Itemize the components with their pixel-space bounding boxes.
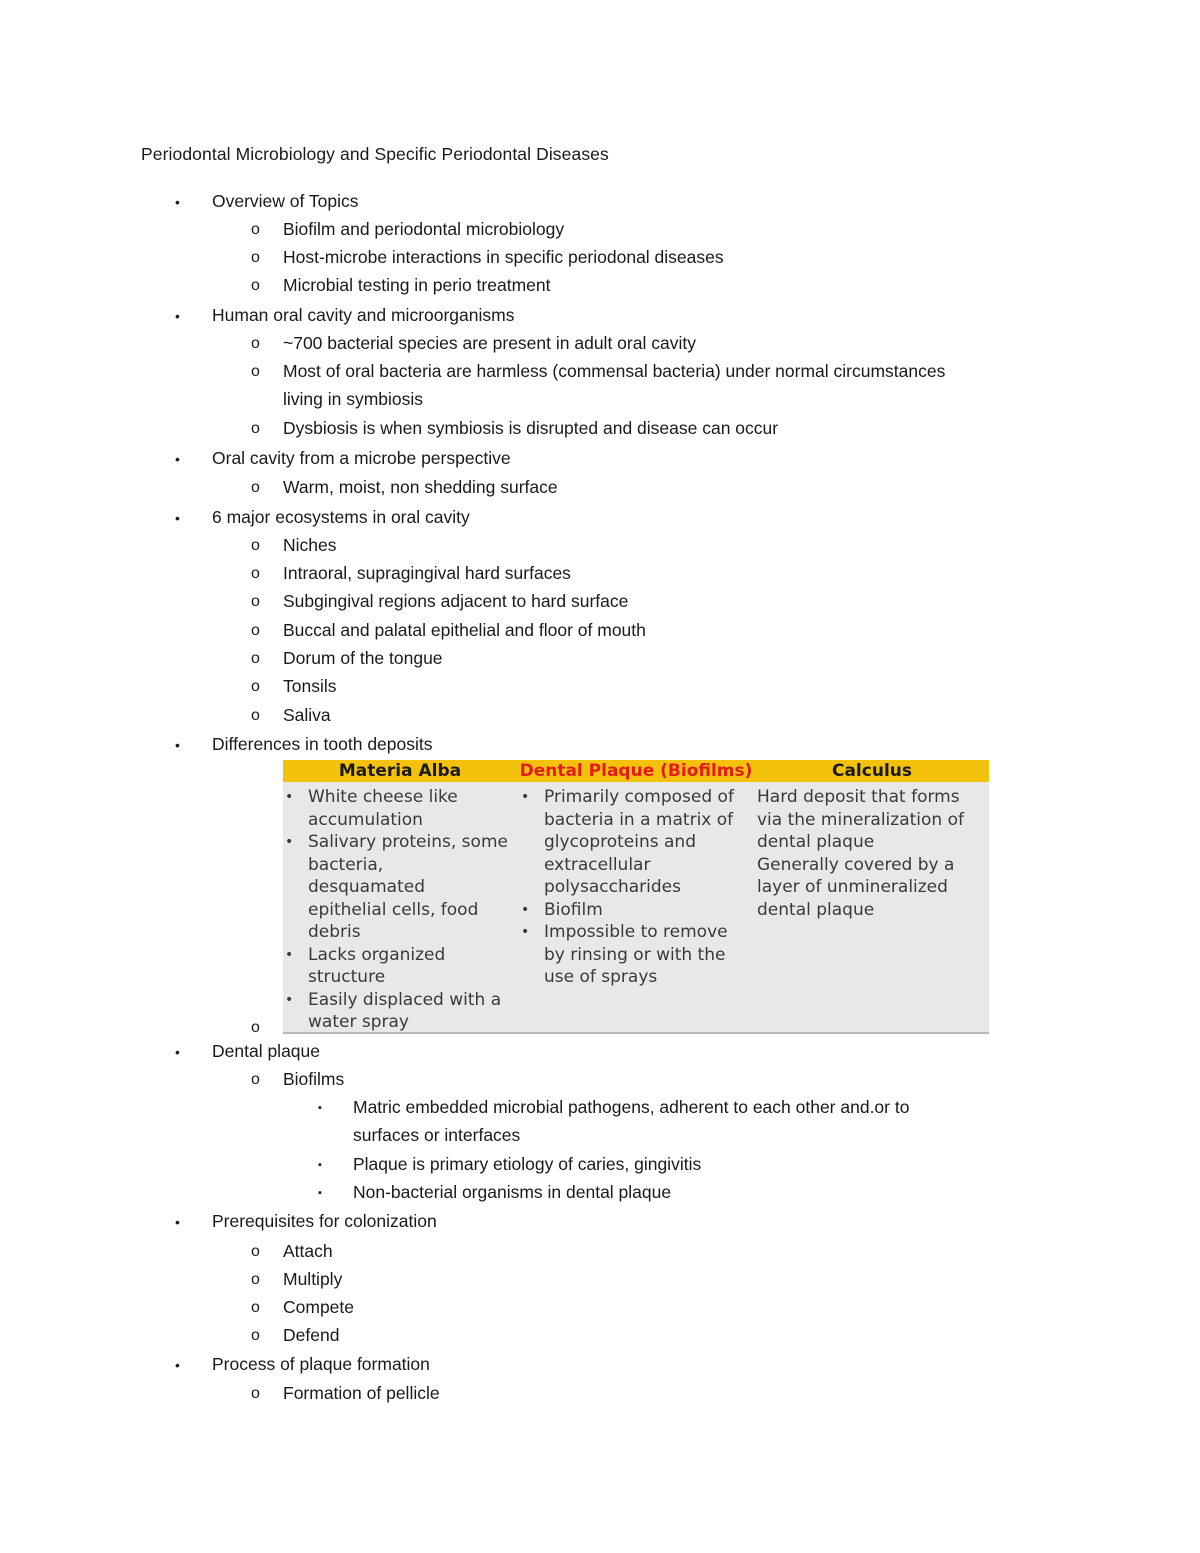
- sub-bullet-marker: o: [251, 221, 260, 238]
- bullet-marker: •: [175, 1214, 180, 1230]
- list-item: Non-bacterial organisms in dental plaque: [353, 1182, 672, 1202]
- bullet-marker: •: [285, 834, 294, 850]
- table-line: dental plaque: [757, 832, 875, 852]
- list-item: Plaque is primary etiology of caries, gingivitis: [353, 1154, 702, 1174]
- sub-bullet-marker: o: [251, 1271, 260, 1288]
- section-heading: Human oral cavity and microorganisms: [212, 305, 515, 325]
- bullet-marker: •: [285, 946, 294, 963]
- section-heading: 6 major ecosystems in oral cavity: [212, 507, 470, 527]
- list-item: Biofilm and periodontal microbiology: [283, 219, 565, 239]
- bullet-marker: •: [285, 789, 294, 805]
- list-item: Multiply: [283, 1269, 343, 1289]
- section-heading: Dental plaque: [212, 1041, 320, 1061]
- bullet-marker: •: [175, 510, 180, 526]
- table-line: via the mineralization of: [757, 809, 964, 830]
- sub-bullet-marker: o: [251, 593, 260, 610]
- sub-bullet-marker: o: [251, 622, 260, 639]
- tooth-deposits-table: [283, 760, 989, 1034]
- table-line: layer of unmineralized: [757, 877, 948, 897]
- square-bullet-marker: ▪: [318, 1159, 322, 1171]
- bullet-marker: •: [175, 737, 180, 753]
- section-heading: Overview of Topics: [212, 191, 359, 211]
- section-heading: Process of plaque formation: [212, 1354, 430, 1374]
- list-item: Buccal and palatal epithelial and floor of mouth: [283, 620, 646, 640]
- table-line: Generally covered by a: [757, 854, 955, 875]
- list-item: Warm, moist, non shedding surface: [283, 477, 558, 497]
- sub-bullet-marker: o: [251, 479, 260, 496]
- table-line: use of sprays: [544, 967, 658, 987]
- table-bullet-item: • Lacks organized: [285, 944, 446, 965]
- table-bullet-item: • Impossible to remove: [521, 922, 728, 942]
- section-heading: Oral cavity from a microbe perspective: [212, 448, 511, 468]
- materia-alba-column: [283, 786, 517, 1034]
- table-bullet-item: • Salivary proteins, some: [285, 832, 508, 852]
- header-dental-plaque: Dental Plaque (Biofilms): [519, 761, 753, 781]
- sub-bullet-marker: o: [251, 537, 260, 554]
- table-line: extracellular: [544, 854, 651, 875]
- sub-bullet-marker: o: [251, 707, 260, 724]
- list-item: Dorum of the tongue: [283, 648, 443, 668]
- sub-bullet-marker: o: [251, 1299, 260, 1316]
- section-heading: Prerequisites for colonization: [212, 1211, 437, 1231]
- list-item: Matric embedded microbial pathogens, adherent to each other and.or to: [353, 1097, 910, 1117]
- table-line: bacteria,: [308, 854, 384, 875]
- list-item: Formation of pellicle: [283, 1383, 440, 1403]
- table-header-row: [283, 760, 989, 782]
- list-item: Niches: [283, 535, 337, 555]
- sub-bullet-marker: o: [251, 565, 260, 582]
- table-line: debris: [308, 922, 361, 942]
- list-item: Dysbiosis is when symbiosis is disrupted and disease can occur: [283, 418, 779, 438]
- sub-bullet-marker: o: [251, 650, 260, 667]
- bullet-marker: •: [521, 924, 530, 940]
- sub-bullet-marker: o: [251, 249, 260, 266]
- sub-bullet-marker: o: [251, 678, 260, 695]
- table-bullet-item: • Easily displaced with a: [285, 989, 502, 1010]
- bullet-marker: •: [175, 1357, 180, 1373]
- table-line: water spray: [308, 1012, 409, 1032]
- list-item: Biofilms: [283, 1069, 345, 1089]
- calculus-column: [757, 786, 987, 921]
- list-item: Saliva: [283, 705, 331, 725]
- table-bullet-item: • White cheese like: [285, 787, 458, 807]
- dental-plaque-column: [519, 786, 757, 989]
- sub-bullet-marker: o: [251, 1019, 260, 1036]
- table-line: Hard deposit that forms: [757, 787, 960, 807]
- table-line: glycoproteins and: [544, 832, 696, 852]
- sub-bullet-marker: o: [251, 363, 260, 380]
- bullet-marker: •: [521, 901, 530, 918]
- sub-bullet-marker: o: [251, 420, 260, 437]
- bullet-marker: •: [175, 1044, 180, 1060]
- bullet-marker: •: [521, 789, 530, 805]
- sub-bullet-marker: o: [251, 335, 260, 352]
- list-item: Host-microbe interactions in specific periodonal diseases: [283, 247, 724, 267]
- list-item: Defend: [283, 1325, 340, 1345]
- square-bullet-marker: ▪: [318, 1187, 322, 1199]
- bullet-marker: •: [175, 451, 180, 467]
- list-item: ~700 bacterial species are present in adult oral cavity: [283, 333, 696, 353]
- list-item-continuation: living in symbiosis: [283, 389, 424, 409]
- table-line: accumulation: [308, 809, 423, 830]
- table-bullet-item: • Biofilm: [521, 899, 603, 920]
- list-item: Attach: [283, 1241, 333, 1261]
- list-item: Tonsils: [283, 676, 337, 696]
- sub-bullet-marker: o: [251, 277, 260, 294]
- sub-bullet-marker: o: [251, 1243, 260, 1260]
- table-line: bacteria in a matrix of: [544, 809, 734, 830]
- document-title: Periodontal Microbiology and Specific Periodontal Diseases: [141, 144, 609, 164]
- list-item: Microbial testing in perio treatment: [283, 275, 551, 295]
- section-heading: Differences in tooth deposits: [212, 734, 433, 754]
- list-item: Most of oral bacteria are harmless (commensal bacteria) under normal circumstances: [283, 361, 946, 381]
- table-line: epithelial cells, food: [308, 899, 479, 920]
- table-line: desquamated: [308, 877, 425, 897]
- table-line: by rinsing or with the: [544, 944, 726, 965]
- bullet-marker: •: [285, 991, 294, 1008]
- sub-bullet-marker: o: [251, 1385, 260, 1402]
- list-item-continuation: surfaces or interfaces: [353, 1125, 521, 1145]
- header-materia-alba: Materia Alba: [338, 761, 462, 781]
- table-line: polysaccharides: [544, 877, 681, 897]
- table-bullet-item: • Primarily composed of: [521, 787, 734, 807]
- list-item: Compete: [283, 1297, 355, 1317]
- table-line: dental plaque: [757, 899, 875, 920]
- header-calculus: Calculus: [831, 761, 912, 781]
- bullet-marker: •: [175, 194, 180, 210]
- list-item: Subgingival regions adjacent to hard surface: [283, 591, 629, 611]
- table-line: structure: [308, 967, 386, 987]
- list-item: Intraoral, supragingival hard surfaces: [283, 563, 571, 583]
- square-bullet-marker: ▪: [318, 1102, 322, 1114]
- sub-bullet-marker: o: [251, 1327, 260, 1344]
- bullet-marker: •: [175, 308, 180, 324]
- sub-bullet-marker: o: [251, 1071, 260, 1088]
